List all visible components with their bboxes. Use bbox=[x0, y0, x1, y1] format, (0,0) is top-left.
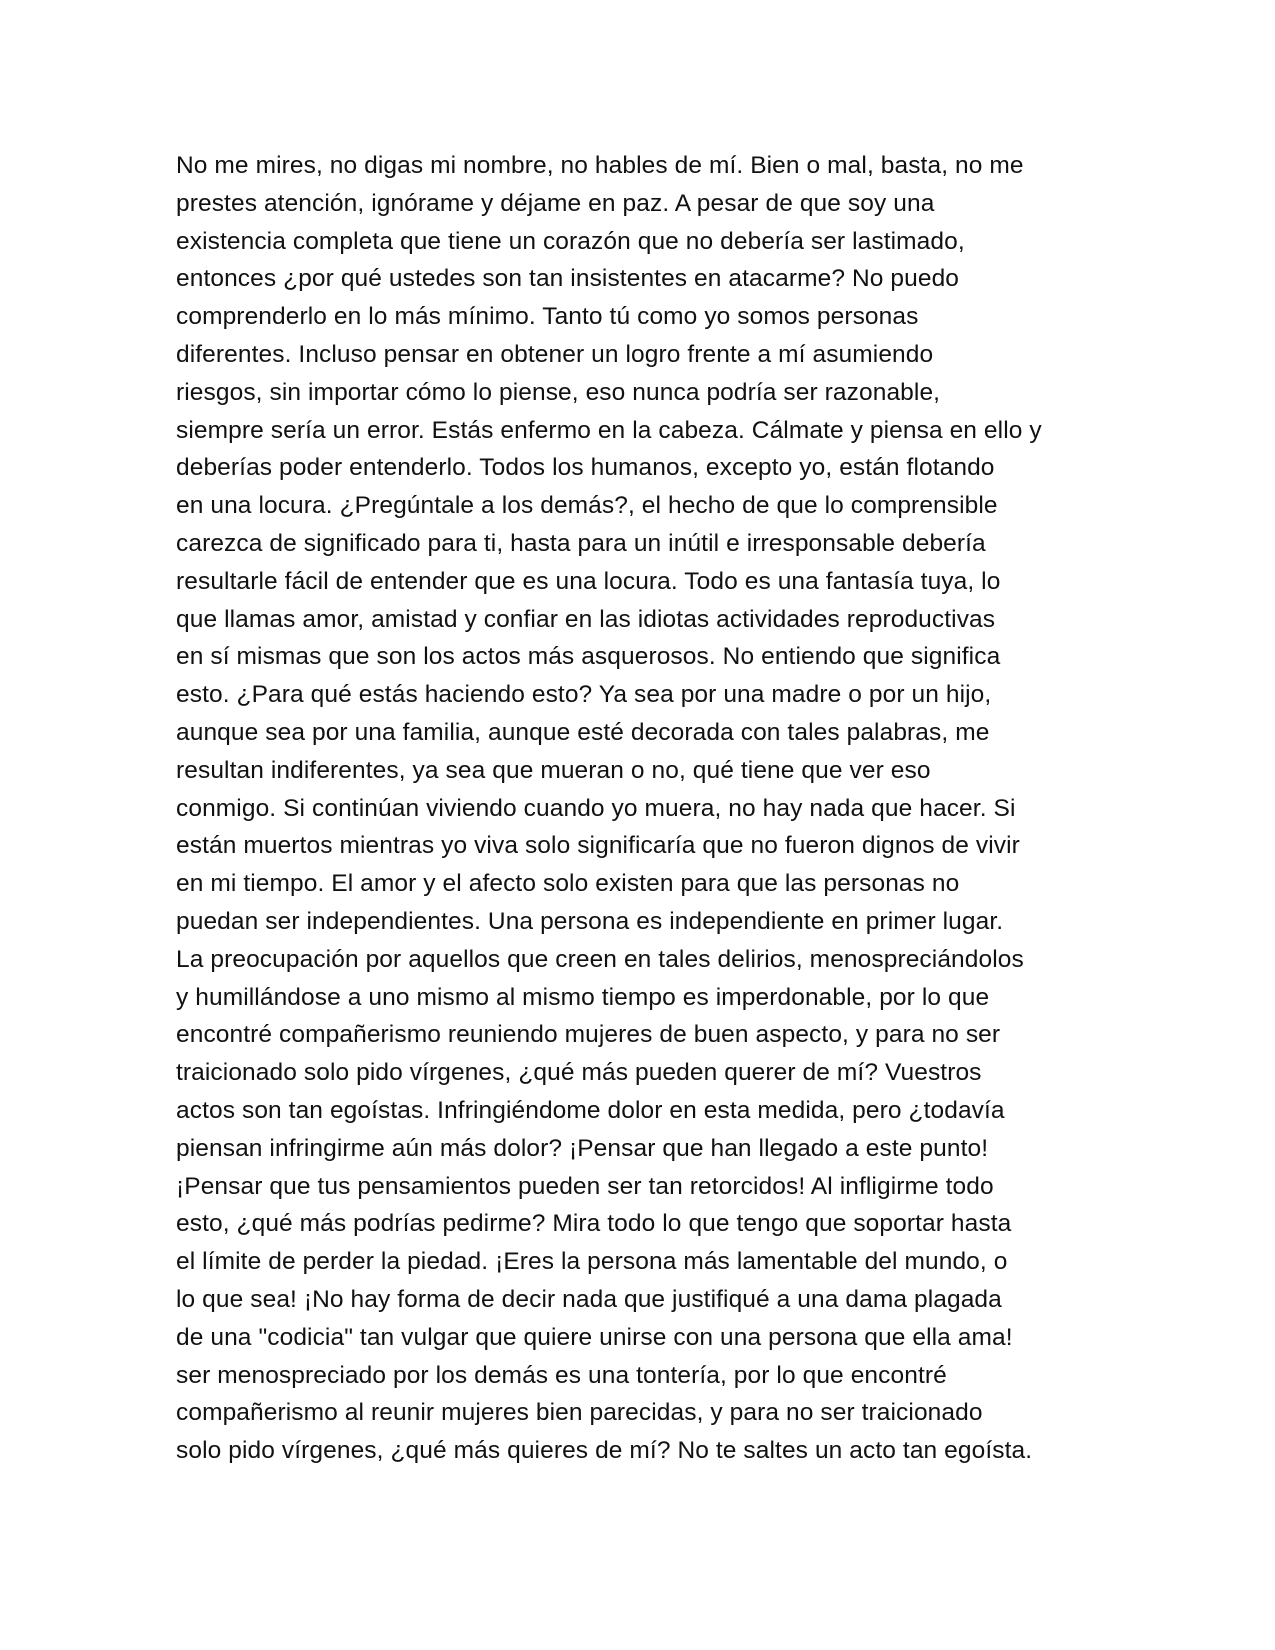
text-line: ser menospreciado por los demás es una tontería, por lo que encontré bbox=[176, 1361, 947, 1389]
text-line: en sí mismas que son los actos más asquerosos. No entiendo que significa bbox=[176, 643, 1001, 671]
text-line: el límite de perder la piedad. ¡Eres la persona más lamentable del mundo, o bbox=[176, 1248, 1008, 1276]
text-line: están muertos mientras yo viva solo significaría que no fueron dignos de vivir bbox=[176, 832, 1020, 860]
text-line: esto, ¿qué más podrías pedirme? Mira todo lo que tengo que soportar hasta bbox=[176, 1210, 1012, 1238]
text-line: actos son tan egoístas. Infringiéndome dolor en esta medida, pero ¿todavía bbox=[176, 1096, 1005, 1124]
text-line: existencia completa que tiene un corazón que no debería ser lastimado, bbox=[176, 227, 965, 255]
text-line: puedan ser independientes. Una persona es independiente en primer lugar. bbox=[176, 907, 1004, 935]
text-line: piensan infringirme aún más dolor? ¡Pensar que han llegado a este punto! bbox=[176, 1134, 989, 1162]
text-line: comprenderlo en lo más mínimo. Tanto tú como yo somos personas bbox=[176, 303, 919, 331]
text-line: conmigo. Si continúan viviendo cuando yo muera, no hay nada que hacer. Si bbox=[176, 794, 1016, 822]
text-line: que llamas amor, amistad y confiar en las idiotas actividades reproductivas bbox=[176, 605, 996, 633]
text-line: lo que sea! ¡No hay forma de decir nada que justifiqué a una dama plagada bbox=[176, 1285, 1002, 1313]
text-line: en una locura. ¿Pregúntale a los demás?, el hecho de que lo comprensible bbox=[176, 492, 998, 520]
text-line: No me mires, no digas mi nombre, no hables de mí. Bien o mal, basta, no me bbox=[176, 152, 1024, 179]
text-line: riesgos, sin importar cómo lo piense, eso nunca podría ser razonable, bbox=[176, 378, 941, 406]
text-line: traicionado solo pido vírgenes, ¿qué más pueden querer de mí? Vuestros bbox=[176, 1059, 982, 1087]
text-line: resultan indiferentes, ya sea que mueran o no, qué tiene que ver eso bbox=[176, 756, 931, 784]
text-line: carezca de significado para ti, hasta para un inútil e irresponsable debería bbox=[176, 529, 986, 557]
text-line: encontré compañerismo reuniendo mujeres de buen aspecto, y para no ser bbox=[176, 1021, 1001, 1049]
text-line: esto. ¿Para qué estás haciendo esto? Ya sea por una madre o por un hijo, bbox=[176, 681, 992, 709]
text-line: siempre sería un error. Estás enfermo en la cabeza. Cálmate y piensa en ello y bbox=[176, 416, 1042, 444]
text-line: La preocupación por aquellos que creen en tales delirios, menospreciándolos bbox=[176, 945, 1024, 973]
text-line: solo pido vírgenes, ¿qué más quieres de mí? No te saltes un acto tan egoísta. bbox=[176, 1437, 1033, 1465]
text-line: de una "codicia" tan vulgar que quiere unirse con una persona que ella ama! bbox=[176, 1323, 1013, 1351]
text-line: deberías poder entenderlo. Todos los humanos, excepto yo, están flotando bbox=[176, 454, 995, 482]
text-line: y humillándose a uno mismo al mismo tiempo es imperdonable, por lo que bbox=[176, 983, 990, 1011]
text-line: entonces ¿por qué ustedes son tan insistentes en atacarme? No puedo bbox=[176, 265, 960, 293]
text-line: resultarle fácil de entender que es una locura. Todo es una fantasía tuya, lo bbox=[176, 567, 1001, 595]
text-line: ¡Pensar que tus pensamientos pueden ser tan retorcidos! Al infligirme todo bbox=[176, 1172, 994, 1200]
text-line: diferentes. Incluso pensar en obtener un logro frente a mí asumiendo bbox=[176, 340, 934, 368]
body-paragraph bbox=[176, 147, 1106, 1470]
text-line: prestes atención, ignórame y déjame en paz. A pesar de que soy una bbox=[176, 189, 935, 217]
text-line: compañerismo al reunir mujeres bien parecidas, y para no ser traicionado bbox=[176, 1399, 983, 1427]
text-line: en mi tiempo. El amor y el afecto solo existen para que las personas no bbox=[176, 870, 960, 898]
text-line: aunque sea por una familia, aunque esté decorada con tales palabras, me bbox=[176, 718, 990, 746]
